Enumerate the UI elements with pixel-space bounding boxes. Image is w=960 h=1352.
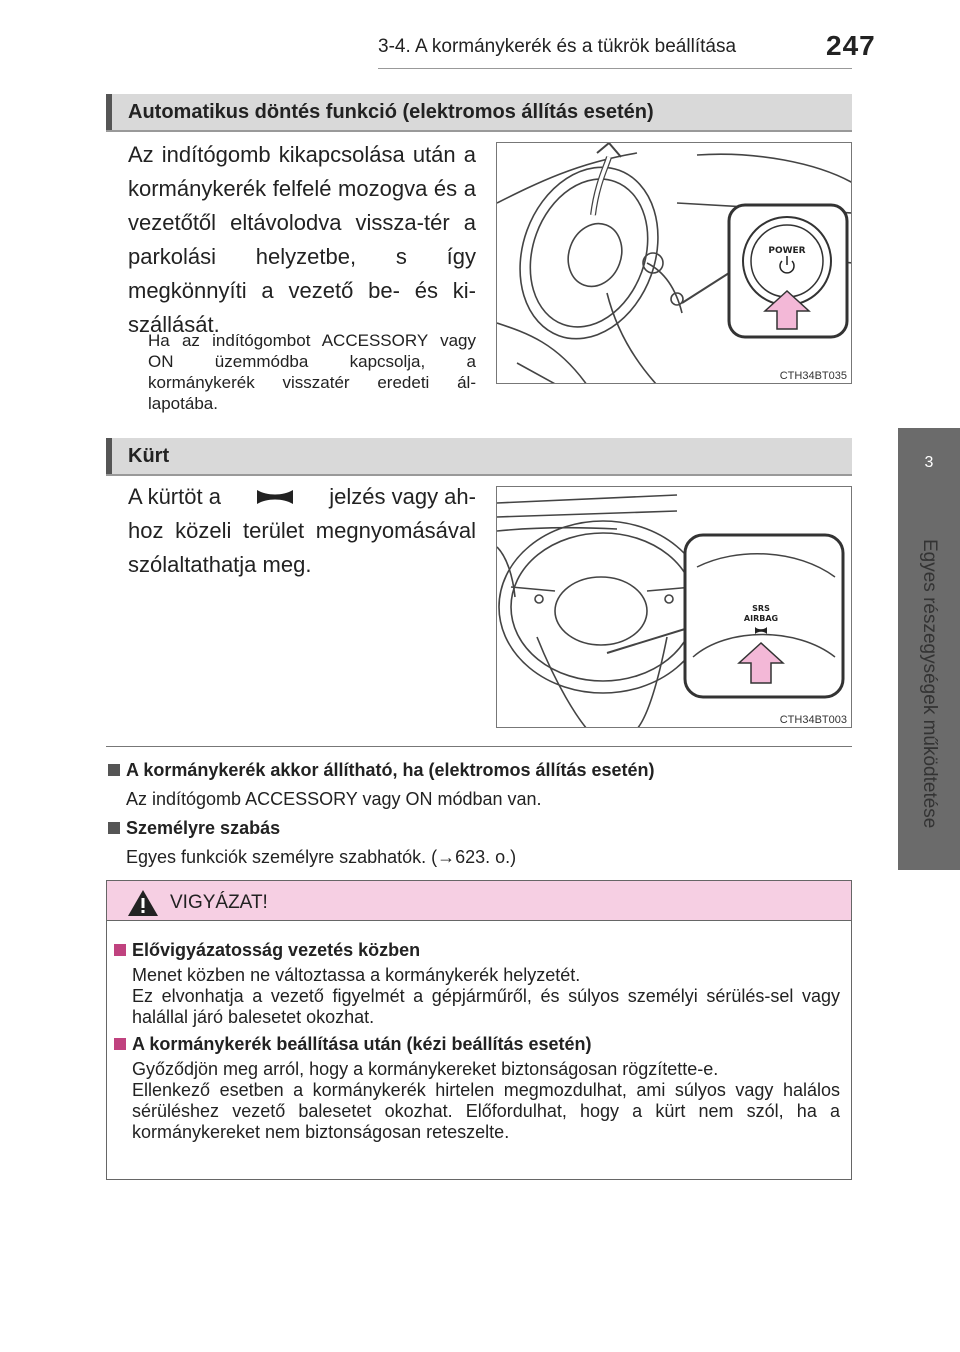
warning-triangle-icon (126, 888, 160, 918)
horn-text-part2: jelzés vagy ah- (329, 484, 476, 509)
section-note-tilt: Ha az indítógombot ACCESSORY vagy ON üzemmódba kapcsolja, a kormánykerék visszatér eredeti ál-lapotába. (148, 331, 476, 413)
section-heading-horn: Kürt (106, 438, 852, 474)
steering-tilt-illustration (497, 143, 852, 384)
airbag-label: AIRBAG (743, 614, 779, 623)
info-item-text: Az indítógomb ACCESSORY vagy ON módban van. (126, 789, 542, 809)
header-divider (378, 68, 852, 69)
square-bullet-icon (108, 764, 120, 776)
section-heading-tilt: Automatikus döntés funkció (elektromos állítás esetén) (106, 94, 852, 130)
info-separator (106, 746, 852, 747)
warning-item-line: Menet közben ne változtassa a kormánykerék helyzetét. (132, 965, 581, 985)
info-item-title: A kormánykerék akkor állítható, ha (elektromos állítás esetén) (108, 760, 852, 781)
horn-text-rest: hoz közeli terület megnyomásával szólaltathatja meg. (128, 518, 476, 577)
horn-first-line (128, 480, 476, 514)
figure-code: CTH34BT035 (779, 370, 847, 382)
page-number: 247 (826, 30, 876, 61)
figure-code-2: CTH34BT003 (779, 714, 847, 726)
chapter-number-tab: 3 (898, 428, 960, 498)
warning-title: VIGYÁZAT! (170, 892, 268, 913)
square-bullet-icon (114, 944, 126, 956)
power-button-label: POWER (768, 246, 806, 256)
warning-item-line: Győződjön meg arról, hogy a kormánykereket biztonságosan rögzítette-e. (132, 1059, 719, 1079)
srs-label: SRS (752, 604, 770, 613)
section-body-horn (128, 480, 476, 582)
section-body-tilt: Az indítógomb kikapcsolása után a kormánykerék felfelé mozogva és a vezetőtől eltávolodva vissza-tér a parkolási helyzetbe, s így megkönnyíti a vezető be- és ki-szállását. (128, 142, 476, 337)
figure-steering-tilt (496, 142, 852, 384)
square-bullet-icon (114, 1038, 126, 1050)
info-item-title: Személyre szabás (108, 818, 852, 839)
info-list (108, 760, 852, 868)
section-heading-rule-2 (106, 474, 852, 476)
section-heading-rule (106, 130, 852, 132)
warning-item-line: Ellenkező esetben a kormánykerék hirtelen megmozdulhat, ami súlyos vagy halálos sérüléshez vezető balesetet okozhat. Előfordulhat, hogy a kürt nem szól, ha a kormánykereket nem biztonságosan reteszelte. (132, 1080, 840, 1142)
horn-text-part1: A kürtöt a (128, 484, 221, 509)
chapter-title: Egyes részegységek működtetése (919, 539, 940, 829)
horn-icon (249, 486, 301, 508)
square-bullet-icon (108, 822, 120, 834)
warning-content (114, 940, 840, 1143)
warning-item-line: Ez elvonhatja a vezető figyelmét a gépjárműről, és súlyos személyi sérülés-sel vagy halállal járó balesetet okozhat. (132, 986, 840, 1027)
figure-horn (496, 486, 852, 728)
warning-item-title: A kormánykerék beállítása után (kézi beállítás esetén) (114, 1034, 840, 1055)
horn-illustration (497, 487, 852, 728)
info-item-text: Egyes funkciók személyre szabhatók. (→623. o.) (126, 847, 517, 867)
chapter-title-vertical (898, 498, 960, 870)
warning-item-title: Elővigyázatosság vezetés közben (114, 940, 840, 961)
running-header: 3-4. A kormánykerék és a tükrök beállítása (378, 36, 737, 57)
